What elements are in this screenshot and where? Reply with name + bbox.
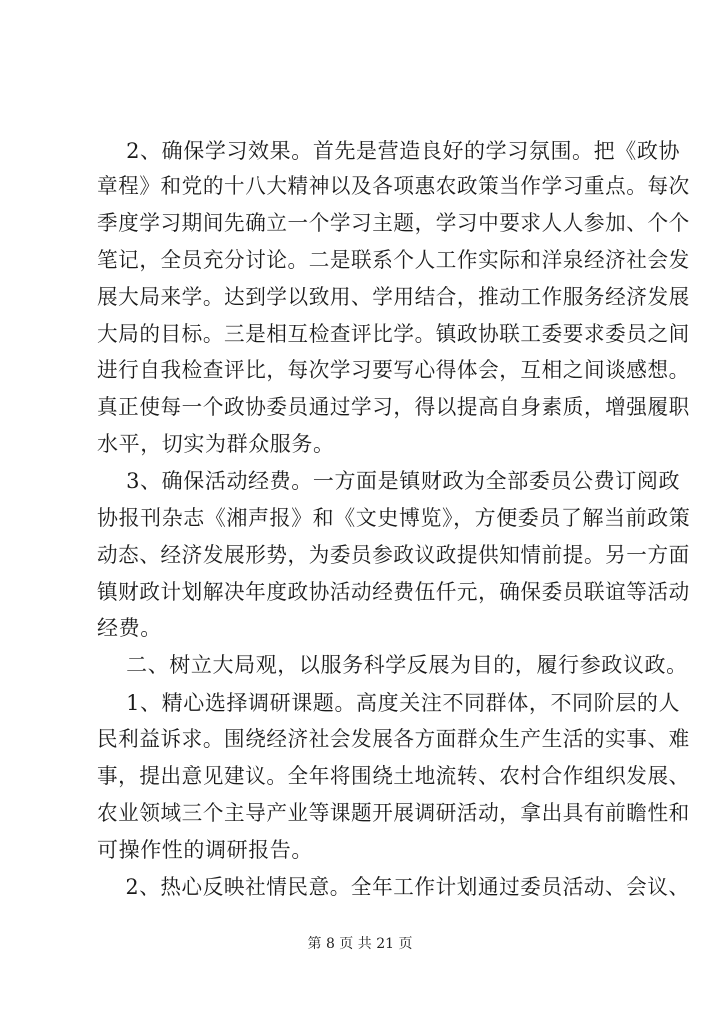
text-line: 动态、经济发展形势，为委员参政议政提供知情前提。另一方面 (97, 543, 690, 567)
text-line: 笔记，全员充分讨论。二是联系个人工作实际和洋泉经济社会发 (97, 248, 690, 272)
text-line: 民利益诉求。围绕经济社会发展各方面群众生产生活的实事、难 (97, 727, 690, 751)
text-line: 二、树立大局观，以服务科学反展为目的，履行参政议政。 (97, 653, 688, 677)
text-line: 季度学习期间先确立一个学习主题，学习中要求人人参加、个个 (97, 211, 690, 235)
text-line: 真正使每一个政协委员通过学习，得以提高自身素质，增强履职 (97, 395, 690, 419)
text-line: 2、热心反映社情民意。全年工作计划通过委员活动、会议、 (97, 875, 690, 899)
text-line: 事，提出意见建议。全年将围绕土地流转、农村合作组织发展、 (97, 764, 690, 788)
text-line: 农业领域三个主导产业等课题开展调研活动，拿出具有前瞻性和 (97, 801, 690, 825)
text-line: 1、精心选择调研课题。高度关注不同群体，不同阶层的人 (97, 691, 681, 715)
text-line: 可操作性的调研报告。 (97, 838, 313, 862)
text-line: 镇财政计划解决年度政协活动经费伍仟元，确保委员联谊等活动 (97, 580, 690, 604)
text-line: 章程》和党的十八大精神以及各项惠农政策当作学习重点。每次 (97, 174, 690, 198)
page-footer: 第 8 页 共 21 页 (307, 936, 413, 952)
text-line: 水平，切实为群众服务。 (97, 432, 335, 456)
text-line: 进行自我检查评比，每次学习要写心得体会，互相之间谈感想。 (97, 358, 690, 382)
text-line: 经费。 (97, 616, 162, 640)
text-line: 协报刊杂志《湘声报》和《文史博览》，方便委员了解当前政策 (97, 506, 691, 530)
text-line: 2、确保学习效果。首先是营造良好的学习氛围。把《政协 (97, 139, 681, 163)
text-line: 3、确保活动经费。一方面是镇财政为全部委员公费订阅政 (97, 469, 681, 493)
text-line: 大局的目标。三是相互检查评比学。镇政协联工委要求委员之间 (97, 322, 690, 346)
text-line: 展大局来学。达到学以致用、学用结合，推动工作服务经济发展 (97, 285, 690, 309)
